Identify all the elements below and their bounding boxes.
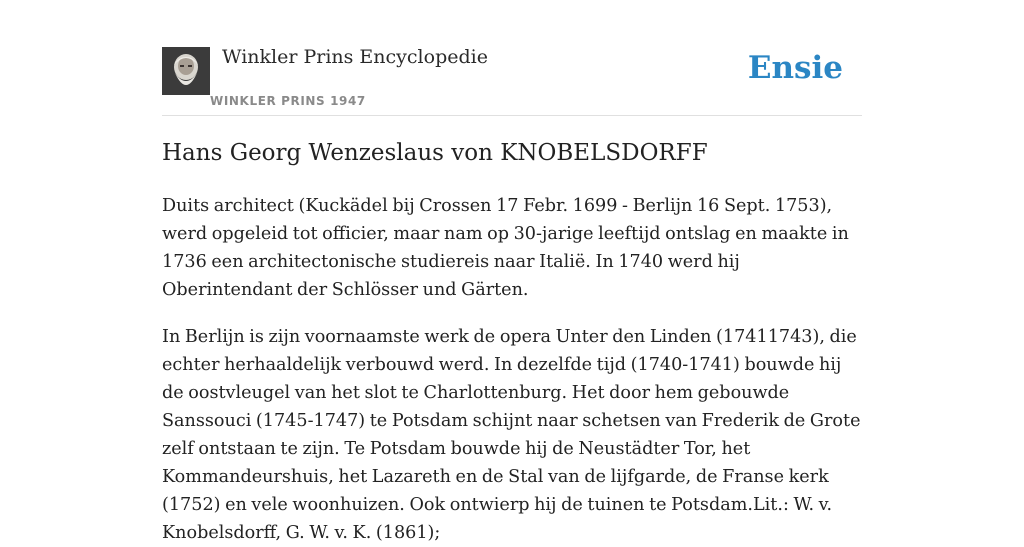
article-paragraph-1: Duits architect (Kuckädel bij Crossen 17 Febr. 1699 - Berlijn 16 Sept. 1753), werd opgeleid tot officier, maar nam op 30-jarige leeftijd ontslag en maakte in 1736 een architectonische studiereis naar Italië. In 1740 werd hij Oberintendant der Schlösser und Gärten. (162, 196, 849, 300)
source-subtitle: WINKLER PRINS 1947 (210, 94, 366, 108)
ensie-logo[interactable]: Ensie (747, 50, 843, 86)
bearded-man-portrait-icon[interactable] (162, 47, 210, 95)
article-paragraph-2: In Berlijn is zijn voornaamste werk de opera Unter den Linden (17411743), die echter herhaaldelijk verbouwd werd. In dezelfde tijd (1740-1741) bouwde hij de oostvleugel van het slot te Charlottenburg. Het door hem gebouwde Sanssouci (1745-1747) te Potsdam schijnt naar schetsen van Frederik de Grote zelf ontstaan te zijn. Te Potsdam bouwde hij de Neustädter Tor, het Kommandeurshuis, het Lazareth en de Stal van de lijfgarde, de Franse kerk (1752) en vele woonhuizen. Ook ontwierp hij de tuinen te Potsdam.Lit.: W. v. Knobelsdorff, G. W. v. K. (1861); (162, 327, 861, 543)
avatar-image (162, 47, 210, 95)
page-header (162, 44, 862, 116)
header-divider (162, 115, 862, 116)
article-title: Hans Georg Wenzeslaus von KNOBELSDORFF (162, 140, 708, 166)
source-title[interactable]: Winkler Prins Encyclopedie (222, 46, 488, 68)
